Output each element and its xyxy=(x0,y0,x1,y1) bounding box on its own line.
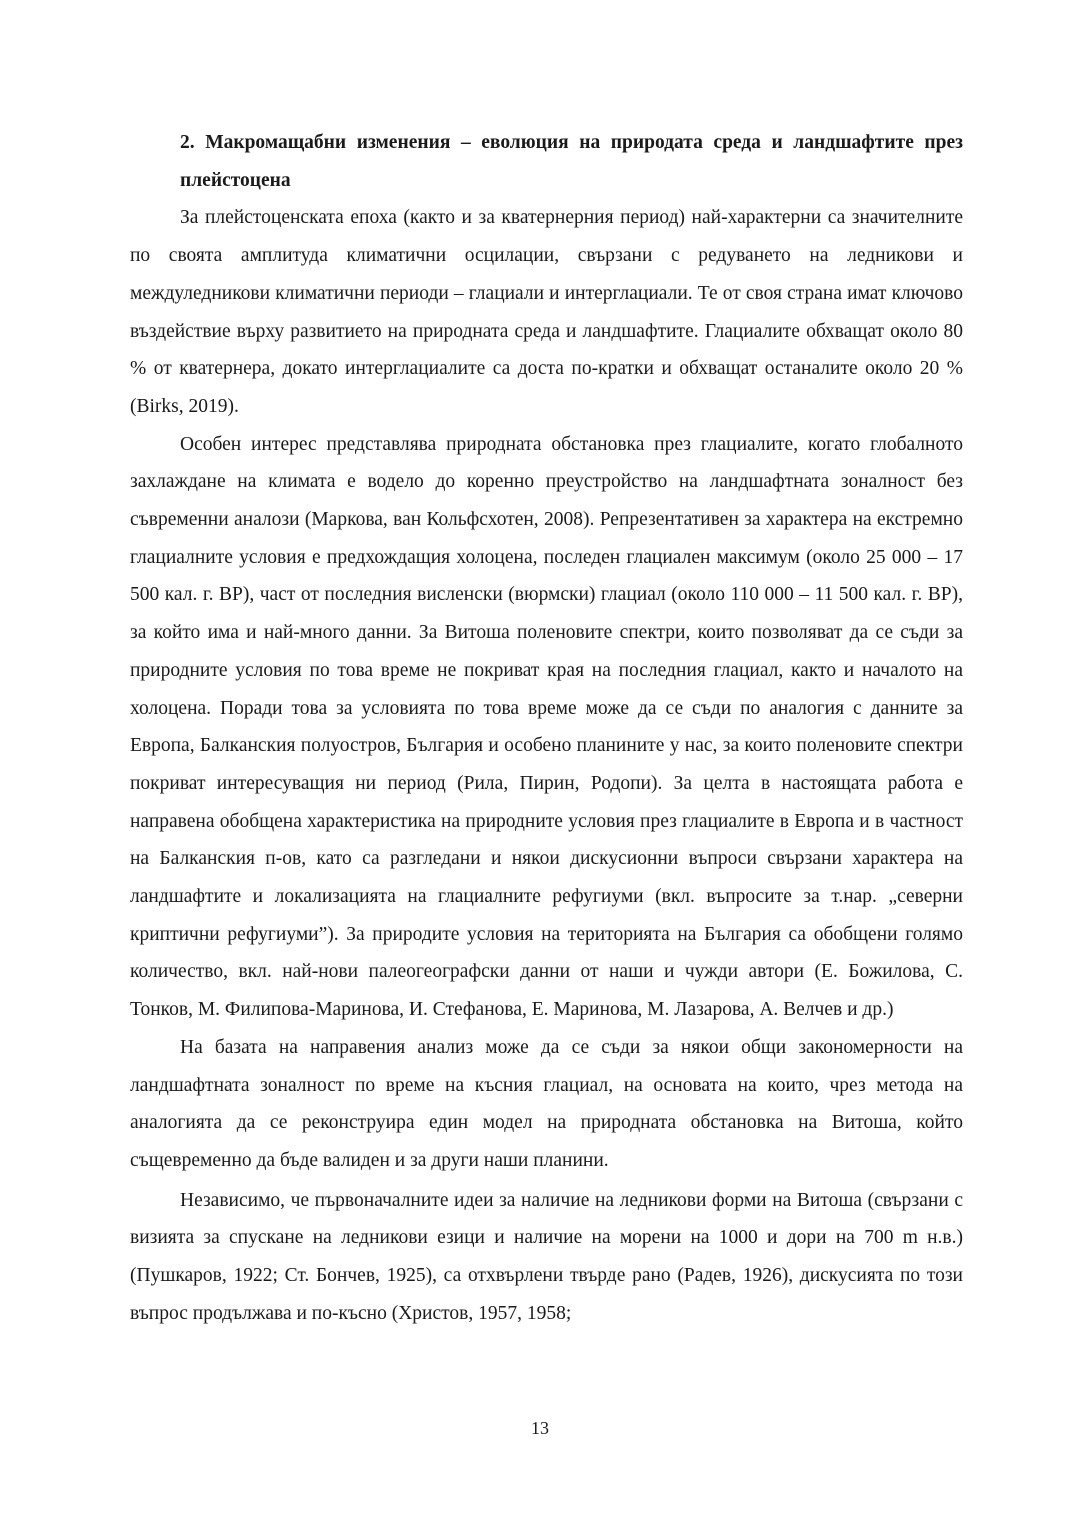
paragraph-analysis: На базата на направения анализ може да се съди за някои общи закономерности на ландшафтната зоналност по време на късния глациал, на основата на които, чрез метода на аналогията да се реконструира един модел на природната обстановка на Витоша, който същевременно да бъде валиден и за други наши планини. xyxy=(130,1036,963,1171)
page-number: 13 xyxy=(531,1418,549,1438)
paragraph-glacial-conditions: Особен интерес представлява природната обстановка през глациалите, когато глобалното захлаждане на климата е водело до коренно преустройство на ландшафтната зоналност без съвременни аналози (Маркова, ван Кольфсхотен, 2008). Репрезентативен за характера на екстремно глациалните условия е предхождащия холоцена, последен глациален максимум (около 25 000 – 17 500 кал. г. BP), част от последния висленски (вюрмски) глациал (около 110 000 – 11 500 кал. г. BP), за който има и най-много данни. За Витоша поленовите спектри, които позволяват да се съди за природните условия по това време не покриват края на последния глациал, както и началото на холоцена. Поради това за условията по това време може да се съди по аналогия с данните за Европа, Балканския полуостров, България и особено планините у нас, за които поленовите спектри покриват интересуващия ни период (Рила, Пирин, Родопи). За целта в настоящата работа е направена обобщена характеристика на природните условия през глациалите в Европа и в частност на Балканския п-ов, като са разгледани и някои дискусионни въпроси свързани характера на ландшафтите и локализацията на глациалните рефугиуми (вкл. въпросите за т.нар. „северни криптични рефугиуми”). За природите условия на територията на България са обобщени голямо количество, вкл. най-нови палеогеографски данни от наши и чужди автори (Е. Божилова, С. Тонков, М. Филипова-Маринова, И. Стефанова, Е. Маринова, М. Лазарова, А. Велчев и др.) xyxy=(130,433,963,1021)
paragraph-vitosha-glaciation: Независимо, че първоначалните идеи за наличие на ледникови форми на Витоша (свързани с визията за спускане на ледникови езици и наличие на морени на 1000 и дори на 700 m н.в.) (Пушкаров, 1922; Ст. Бончев, 1925), са отхвърлени твърде рано (Радев, 1926), дискусията по този въпрос продължава и по-късно (Христов, 1957, 1958; xyxy=(130,1189,963,1324)
paragraph-glacial-cycles: За плейстоценската епоха (както и за кватернерния период) най-характерни са значителните по своята амплитуда климатични осцилации, свързани с редуването на ледникови и междуледникови климатични периоди – глациали и интерглациали. Те от своя страна имат ключово въздействие върху развитието на природната среда и ландшафтите. Глациалите обхващат около 80 % от кватернера, докато интерглациалите са доста по-кратки и обхващат останалите около 20 % (Birks, 2019). xyxy=(130,207,963,417)
section-heading: 2. Макромащабни изменения – еволюция на природата среда и ландшафтите през плейстоцена xyxy=(180,132,963,191)
document-page xyxy=(130,124,963,1333)
